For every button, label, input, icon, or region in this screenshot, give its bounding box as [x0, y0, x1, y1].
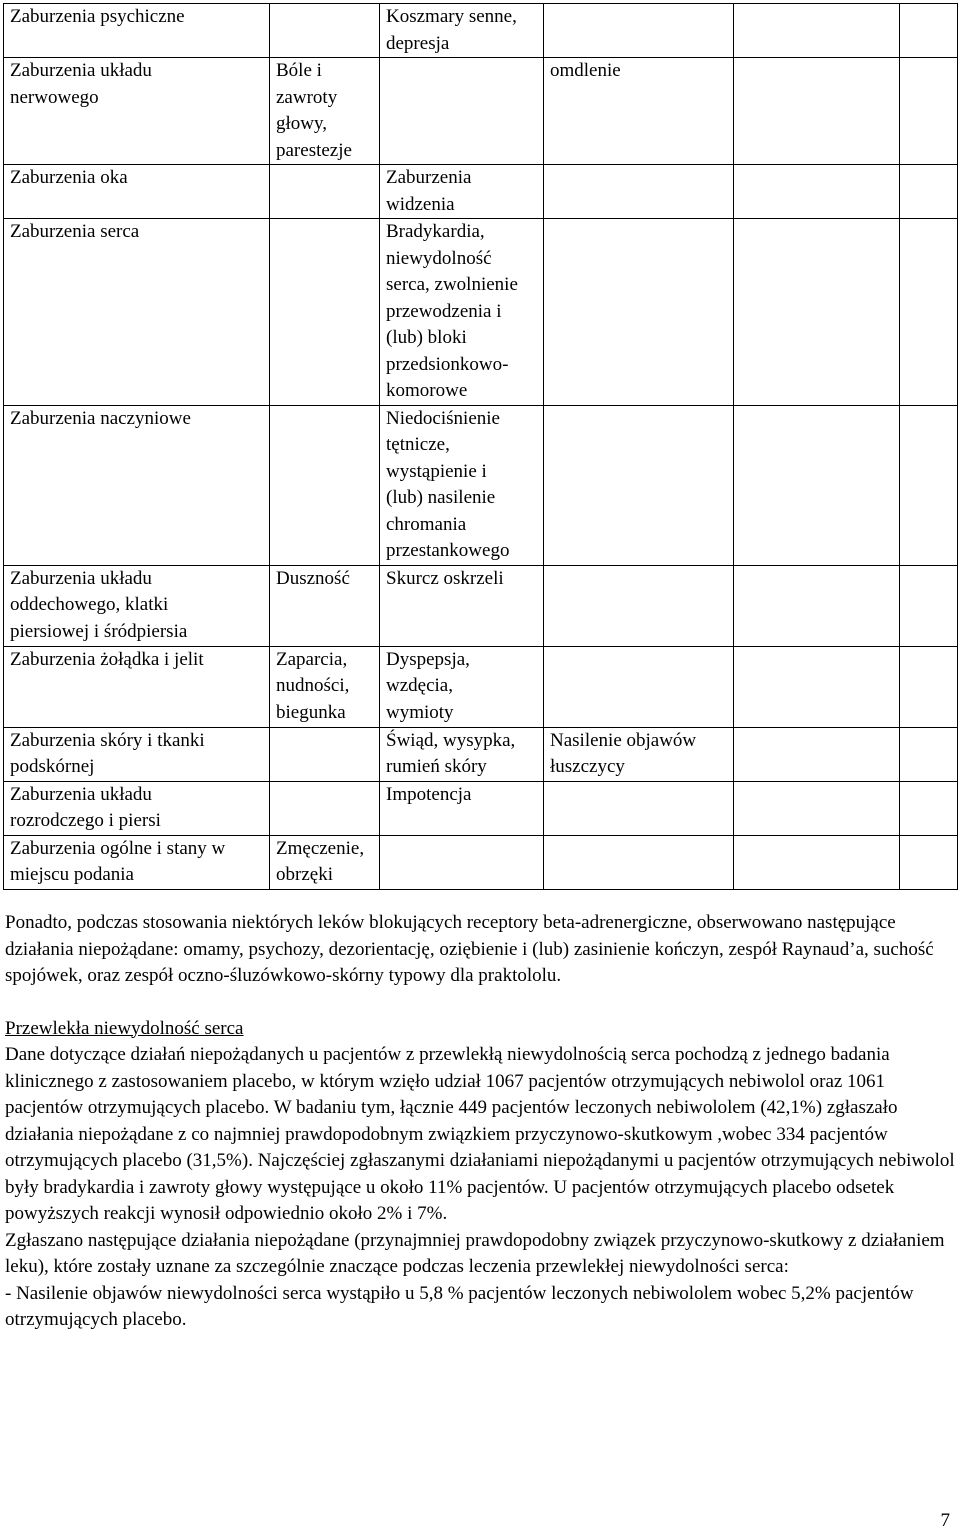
organ-class-cell: Zaburzenia żołądka i jelit — [4, 646, 270, 727]
table-row — [4, 781, 958, 835]
reported-effects-paragraph: Zgłaszano następujące działania niepożądane (przynajmniej prawdopodobny związek przyczynowo-skutkowy z działaniem leku), które zostały uznane za szczególnie znaczące podczas leczenia przewlekłej niewydolności serca: — [5, 1229, 945, 1277]
table-row — [4, 4, 958, 58]
adverse-effects-table-body — [4, 4, 958, 890]
table-cell — [544, 835, 734, 889]
paragraph-gap — [5, 990, 955, 1016]
organ-class-cell: Zaburzenia serca — [4, 219, 270, 406]
table-cell: Nasilenie objawów łuszczycy — [544, 727, 734, 781]
table-cell — [900, 58, 958, 165]
bullet-item: - Nasilenie objawów niewydolności serca wystąpiło u 5,8 % pacjentów leczonych nebiwololem wobec 5,2% pacjentów otrzymujących placebo. — [5, 1282, 914, 1330]
table-cell — [544, 565, 734, 646]
section-heading: Przewlekła niewydolność serca — [5, 1017, 244, 1039]
table-cell — [734, 219, 900, 406]
table-row — [4, 835, 958, 889]
table-cell — [734, 58, 900, 165]
table-cell — [734, 4, 900, 58]
table-cell: Zaburzenia widzenia — [380, 165, 544, 219]
table-cell — [270, 4, 380, 58]
table-cell — [900, 727, 958, 781]
table-cell: Skurcz oskrzeli — [380, 565, 544, 646]
table-cell: Zmęczenie, obrzęki — [270, 835, 380, 889]
table-cell: omdlenie — [544, 58, 734, 165]
table-cell — [900, 781, 958, 835]
table-cell: Bóle i zawroty głowy, parestezje — [270, 58, 380, 165]
table-cell — [900, 405, 958, 565]
table-cell — [734, 165, 900, 219]
intro-paragraph: Ponadto, podczas stosowania niektórych leków blokujących receptory beta-adrenergiczne, obserwowano następujące działania niepożądane: omamy, psychozy, dezorientację, oziębienie i (lub) zasinienie kończyn, zespół Raynaud’a, suchość spojówek, oraz zespół oczno-śluzówkowo-skórny typowy dla praktololu. — [5, 912, 934, 986]
table-cell — [270, 165, 380, 219]
table-cell — [734, 405, 900, 565]
table-cell: Duszność — [270, 565, 380, 646]
table-cell — [900, 835, 958, 889]
document-body — [5, 910, 955, 1334]
section-paragraph: Dane dotyczące działań niepożądanych u pacjentów z przewlekłą niewydolnością serca pochodzą z jednego badania klinicznego z zastosowaniem placebo, w którym wzięło udział 1067 pacjentów otrzymujących nebiwolol oraz 1061 pacjentów otrzymujących placebo. W badaniu tym, łącznie 449 pacjentów leczonych nebiwololem (42,1%) zgłaszało działania niepożądane z co najmniej prawdopodobnym związkiem przyczynowo-skutkowym ,wobec 334 pacjentów otrzymujących placebo (31,5%). Najczęściej zgłaszanymi działaniami niepożądanymi u pacjentów otrzymujących nebiwolol były bradykardia i zawroty głowy występujące u około 11% pacjentów. U pacjentów otrzymujących placebo odsetek powyższych reakcji wynosił odpowiednio około 2% i 7%. — [5, 1044, 955, 1224]
table-row — [4, 219, 958, 406]
table-cell — [270, 219, 380, 406]
table-row — [4, 405, 958, 565]
table-row — [4, 565, 958, 646]
table-cell: Dyspepsja, wzdęcia, wymioty — [380, 646, 544, 727]
table-cell: Niedociśnienie tętnicze, wystąpienie i (lub) nasilenie chromania przestankowego — [380, 405, 544, 565]
organ-class-cell: Zaburzenia oka — [4, 165, 270, 219]
page-number: 7 — [940, 1510, 950, 1531]
table-cell: Zaparcia, nudności, biegunka — [270, 646, 380, 727]
organ-class-cell: Zaburzenia układu oddechowego, klatki piersiowej i śródpiersia — [4, 565, 270, 646]
organ-class-cell: Zaburzenia psychiczne — [4, 4, 270, 58]
table-cell: Impotencja — [380, 781, 544, 835]
table-cell — [900, 219, 958, 406]
table-cell — [380, 58, 544, 165]
table-cell — [270, 727, 380, 781]
table-row — [4, 646, 958, 727]
table-cell — [734, 565, 900, 646]
organ-class-cell: Zaburzenia naczyniowe — [4, 405, 270, 565]
table-cell — [544, 781, 734, 835]
table-cell — [270, 781, 380, 835]
table-cell — [544, 165, 734, 219]
table-row — [4, 58, 958, 165]
organ-class-cell: Zaburzenia układu rozrodczego i piersi — [4, 781, 270, 835]
table-cell — [900, 646, 958, 727]
table-cell — [734, 646, 900, 727]
table-cell — [734, 727, 900, 781]
table-cell — [380, 835, 544, 889]
table-row — [4, 165, 958, 219]
organ-class-cell: Zaburzenia ogólne i stany w miejscu podania — [4, 835, 270, 889]
table-cell — [544, 646, 734, 727]
table-row — [4, 727, 958, 781]
table-cell — [544, 4, 734, 58]
table-cell — [900, 165, 958, 219]
table-cell — [900, 565, 958, 646]
table-cell: Świąd, wysypka, rumień skóry — [380, 727, 544, 781]
table-cell — [900, 4, 958, 58]
table-cell — [734, 781, 900, 835]
table-cell — [734, 835, 900, 889]
adverse-effects-table — [3, 3, 958, 890]
table-cell — [270, 405, 380, 565]
table-cell: Bradykardia, niewydolność serca, zwolnienie przewodzenia i (lub) bloki przedsionkowo- komorowe — [380, 219, 544, 406]
organ-class-cell: Zaburzenia skóry i tkanki podskórnej — [4, 727, 270, 781]
table-cell: Koszmary senne, depresja — [380, 4, 544, 58]
table-cell — [544, 405, 734, 565]
organ-class-cell: Zaburzenia układu nerwowego — [4, 58, 270, 165]
table-cell — [544, 219, 734, 406]
